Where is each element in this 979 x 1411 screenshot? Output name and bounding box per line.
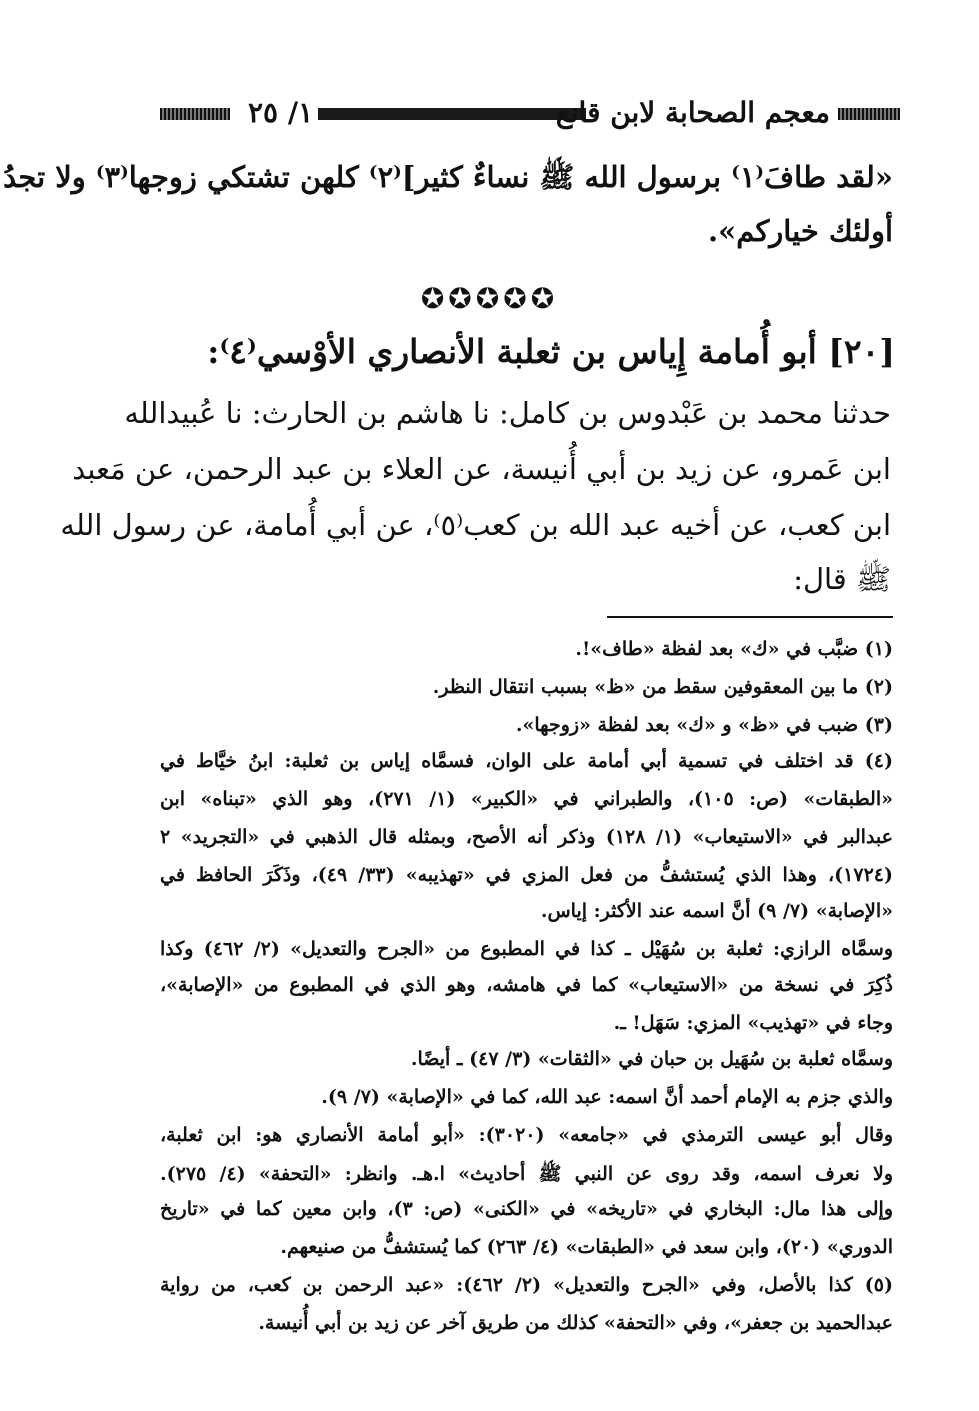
hadith-line: ﷺ قال:	[793, 562, 891, 596]
footnote-line: (٣) ضبب في «ظ» و «ك» بعد لفظة «زوجها».	[515, 714, 893, 736]
header-ornament-left	[160, 108, 230, 120]
footnote-line: ولا نعرف اسمه، وقد روى عن النبي ﷺ أحاديث» ا.هـ. وانظر: «التحفة» (٤/ ٢٧٥).	[160, 1163, 894, 1185]
footnote-line: (١٧٢٤)، وهذا الذي يُستشفُّ من فعل المزي في «تهذيبه» (٣٣/ ٤٩)، وذَكَرَ الحافظ في	[160, 864, 893, 886]
footnote-line: عبدالبر في «الاستيعاب» (١/ ١٢٨) وذكر أنه الأصح، وبمثله قال الذهبي في «التجريد» ٢	[160, 826, 893, 848]
footnote-line: وسمَّاه ثعلبة بن سُهَيل بن حبان في «الثقات» (٣/ ٤٧) ـ أيضًا.	[410, 1048, 893, 1070]
section-divider: ✪✪✪✪✪	[420, 282, 559, 315]
footnote-line: وجاء في «تهذيب» المزي: سَهَل! ـ.	[613, 1012, 893, 1034]
footnote-line: عبدالحميد بن جعفر»، وفي «التحفة» كذلك من طريق آخر عن زيد بن أبي أُنيسة.	[258, 1312, 893, 1334]
footnote-line: «الطبقات» (ص: ١٠٥)، والطبراني في «الكبير» (١/ ٢٧١)، وهو الذي «تبناه» ابن	[160, 788, 893, 810]
book-title: معجم الصحابة لابن قانع	[555, 96, 830, 129]
footnote-line: «الإصابة» (٧/ ٩) أنَّ اسمه عند الأكثر: إياس.	[540, 900, 893, 922]
footnote-line: الدوري» (٢٠)، وابن سعد في «الطبقات» (٤/ ٢٦٣) كما يُستشفُّ من صنيعهم.	[280, 1236, 893, 1258]
footnote-line: (٤) قد اختلف في تسمية أبي أمامة على الوان، فسمَّاه إياس بن ثعلبة: ابنُ خيَّاط في	[160, 750, 893, 772]
header-rule	[318, 108, 586, 120]
footnote-line: ذُكِرَ في نسخة من «الاستيعاب» كما في هامشه، وهو الذي في المطبوع من «الإصابة»،	[160, 974, 893, 996]
header-ornament-right	[838, 108, 900, 120]
text-line: أولئك خياركم».	[707, 214, 893, 248]
hadith-line: ابن كعب، عن أخيه عبد الله بن كعب⁽٥⁾، عن أبي أُمامة، عن رسول الله	[60, 508, 891, 542]
footnote-line: وقال أبو عيسى الترمذي في «جامعه» (٣٠٢٠): «أبو أمامة الأنصاري هو: ابن ثعلبة،	[160, 1124, 893, 1146]
footnote-line: (١) ضبَّب في «ك» بعد لفظة «طاف»!.	[575, 638, 893, 660]
footnote-line: والذي جزم به الإمام أحمد أنَّ اسمه: عبد الله، كما في «الإصابة» (٧/ ٩).	[321, 1086, 893, 1108]
footnote-line: (٥) كذا بالأصل، وفي «الجرح والتعديل» (٢/ ٤٦٢): «عبد الرحمن بن كعب، من رواية	[160, 1274, 893, 1296]
text-line: «لقد طافَ⁽١⁾ برسول الله ﷺ نساءٌ كثير]⁽٢⁾ كلهن تشتكي زوجها⁽٣⁾ ولا تجدُ	[3, 160, 893, 194]
hadith-line: حدثنا محمد بن عَبْدوس بن كامل: نا هاشم بن الحارث: نا عُبيدالله	[124, 396, 891, 430]
footnote-line: وسمَّاه الرازي: ثعلبة بن سُهَيْل ـ كذا في المطبوع من «الجرح والتعديل» (٢/ ٤٦٢) وكذا	[160, 938, 894, 960]
footnote-line: وإلى هذا مال: البخاري في «تاريخه» في «الكنى» (ص: ٣)، وابن معين كما في «تاريخ	[160, 1198, 893, 1220]
footnote-line: (٢) ما بين المعقوفين سقط من «ظ» بسبب انتقال النظر.	[432, 676, 893, 698]
section-heading: [٢٠] أبو أُمامة إِياس بن ثعلبة الأنصاري الأوْسي⁽٤⁾:	[207, 332, 895, 371]
footnote-separator	[607, 616, 893, 618]
running-header	[160, 92, 900, 136]
hadith-line: ابن عَمرو، عن زيد بن أبي أُنيسة، عن العلاء بن عبد الرحمن، عن مَعبد	[72, 452, 891, 486]
page-number: ١/ ٢٥	[248, 96, 314, 129]
